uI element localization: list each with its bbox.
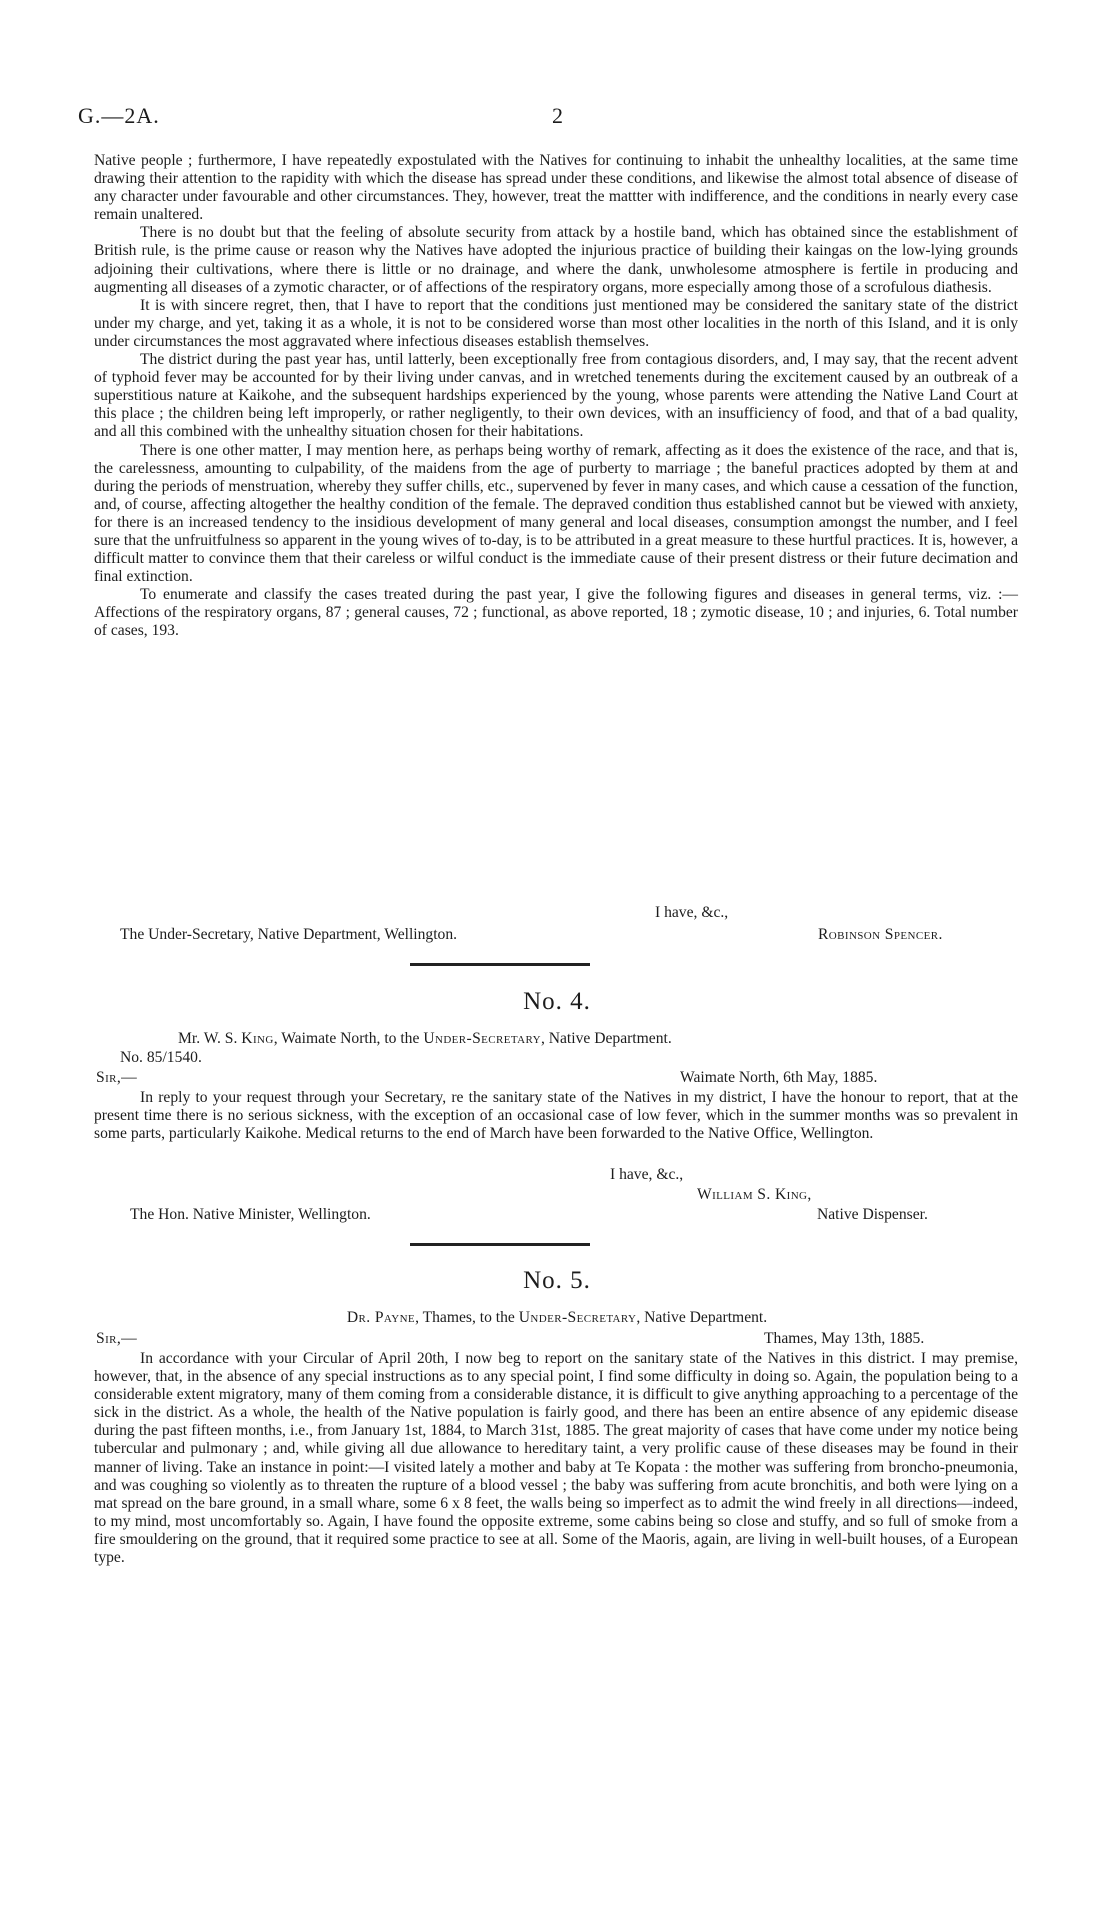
letter-4-reference: No. 85/1540. [120, 1049, 202, 1066]
paragraph: It is with sincere regret, then, that I have to report that the conditions just mentioned may be considered the sanitary state of the district under my charge, and yet, taking it as a whole, it is not to be considered worse than most other localities in the north of this Island, and it is only under circumstances the most aggravated where infectious diseases establish themselves. [94, 296, 1018, 350]
page-number: 2 [552, 103, 563, 128]
letter-5-heading: Dr. Payne, Thames, to the Under-Secretary, Native Department. [346, 1309, 768, 1326]
letter-5-salutation: Sir,— [96, 1330, 138, 1347]
letter-4-signature: William S. King, [697, 1186, 812, 1203]
letter-3-signature: Robinson Spencer. [818, 926, 943, 943]
letter-5-place-date: Thames, May 13th, 1885. [764, 1330, 925, 1347]
letter-4-place-date: Waimate North, 6th May, 1885. [680, 1069, 878, 1086]
section-divider [410, 963, 590, 966]
letter-3-body [94, 152, 1018, 641]
letter-4-body: In reply to your request through your Secretary, re the sanitary state of the Natives in my district, I have the honour to report, that at the present time there is no serious sickness, with the exception of an occasional case of low fever, which in the summer months was so prevalent in some parts, particularly Kaikohe. Medical returns to the end of March have been forwarded to the Native Office, Wellington. [94, 1089, 1018, 1143]
paragraph: There is one other matter, I may mention here, as perhaps being worthy of remark, affecting as it does the existence of the race, and that is, the carelessness, amounting to culpability, of the maidens from the age of purberty to marriage ; the baneful practices adopted by them at and during the periods of menstruation, whereby they suffer chills, etc., supervened by fever in many cases, and which cause a cessation of the function, and, of course, affecting altogether the healthy condition of the female. The depraved condition thus established cannot but be viewed with anxiety, for there is an increased tendency to the insidious development of many general and local diseases, consumption amongst the number, and I feel sure that the unfruitfulness so apparent in the young wives of to-day, is to be attributed in a great measure to these hurtful practices. It is, however, a difficult matter to convince them that their careless or wilful conduct is the immediate cause of their present distress or their future decimation and final extinction. [94, 441, 1018, 586]
paragraph: The district during the past year has, until latterly, been exceptionally free from contagious disorders, and, I may say, that the recent advent of typhoid fever may be accounted for by their living under canvas, and in wretched tenements during the excitement caused by an outbreak of a superstitious nature at Kaikohe, and the subsequent hardships experienced by the young, whose parents were attending the Native Land Court at this place ; the children being left improperly, or rather negligently, to their own devices, with an insufficiency of food, and that of a bad quality, and all this combined with the unhealthy situation chosen for their habitations. [94, 351, 1018, 441]
document-reference: G.—2A. [78, 103, 160, 128]
letter-5-body: In accordance with your Circular of April 20th, I now beg to report on the sanitary state of the Natives in this district. I may premise, however, that, in the absence of any special instructions as to any special point, I find some difficulty in doing so. Again, the population being to a considerable extent migratory, many of them coming from a considerable distance, it is difficult to give anything approaching to a percentage of the sick in the district. As a whole, the health of the Native population is fairly good, and there has been an entire absence of any epidemic disease during the past fifteen months, i.e., from January 1st, 1884, to March 31st, 1885. The great majority of cases that have come under my notice being tubercular and pulmonary ; and, while giving all due allowance to hereditary taint, a very prolific cause of these diseases may be found in their manner of living. Take an instance in point:—I visited lately a mother and baby at Te Kopata : the mother was suffering from broncho-pneumonia, and was coughing so violently as to threaten the rupture of a blood vessel ; the baby was suffering from acute bronchitis, and both were lying on a mat spread on the bare ground, in a small whare, some 6 x 8 feet, the walls being so imperfect as to admit the wind freely in all directions—indeed, to my mind, most uncomfortably so. Again, I have found the opposite extreme, some cabins being so close and stuffy, and so full of smoke from a fire smouldering on the ground, that it required some practice to see at all. Some of the Maoris, again, are living in well-built houses, of a European type. [94, 1350, 1018, 1567]
letter-4-heading: Mr. W. S. King, Waimate North, to the Under-Secretary, Native Department. [178, 1030, 672, 1047]
section-divider [410, 1243, 590, 1246]
paragraph: To enumerate and classify the cases treated during the past year, I give the following figures and diseases in general terms, viz. :—Affections of the respiratory organs, 87 ; general causes, 72 ; functional, as above reported, 18 ; zymotic disease, 10 ; and injuries, 6. Total number of cases, 193. [94, 586, 1018, 640]
letter-3-addressee: The Under-Secretary, Native Department, Wellington. [120, 926, 458, 943]
letter-4-salutation: Sir,— [96, 1069, 138, 1086]
letter-4-signatory-title: Native Dispenser. [817, 1206, 928, 1223]
letter-3-closing: I have, &c., [655, 904, 729, 921]
letter-4-closing: I have, &c., [610, 1166, 684, 1183]
paragraph: There is no doubt but that the feeling of absolute security from attack by a hostile band, which has obtained since the establishment of British rule, is the prime cause or reason why the Natives have adopted the injurious practice of building their kaingas on the low-lying grounds adjoining their cultivations, where there is little or no drainage, and where the dank, unwholesome atmosphere is fertile in producing and augmenting all diseases of a zymotic character, or of affections of the respiratory organs, more especially among those of a scrofulous diathesis. [94, 224, 1018, 296]
paragraph: Native people ; furthermore, I have repeatedly expostulated with the Natives for continuing to inhabit the unhealthy localities, at the same time drawing their attention to the rapidity with which the disease has spread under these conditions, and likewise the almost total absence of disease of any character under favourable and other circumstances. They, however, treat the mattter with indifference, and the conditions in nearly every case remain unaltered. [94, 152, 1018, 224]
letter-4-addressee: The Hon. Native Minister, Wellington. [130, 1206, 371, 1223]
letter-4-number: No. 4. [523, 988, 591, 1015]
letter-5-number: No. 5. [523, 1267, 591, 1294]
